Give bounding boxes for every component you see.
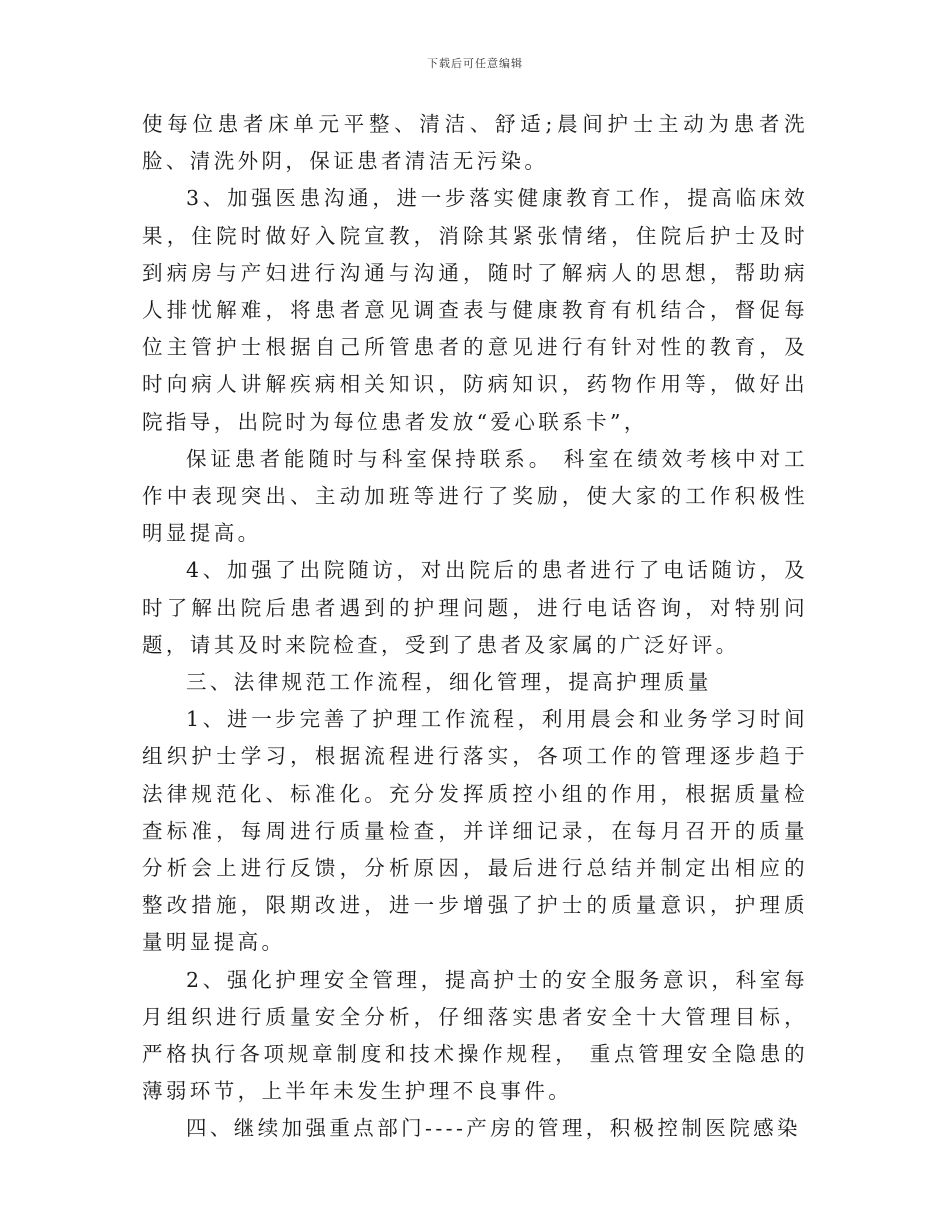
paragraph-item-2-safety: 2、强化护理安全管理，提高护士的安全服务意识，科室每月组织进行质量安全分析，仔细落实患者安全十大管理目标，严格执行各项规章制度和技术操作规程， 重点管理安全隐患的薄弱环节，上半年未发生护理不良事件。 <box>142 967 808 1104</box>
paragraph-item-4-follow-up: 4、加强了出院随访，对出院后的患者进行了电话随访，及时了解出院后患者遇到的护理问题，进行电话咨询，对特别问题，请其及时来院检查，受到了患者及家属的广泛好评。 <box>142 558 808 657</box>
section-heading-4: 四、继续加强重点部门----产房的管理，积极控制医院感染 <box>186 1116 801 1141</box>
section-heading-3: 三、法律规范工作流程，细化管理，提高护理质量 <box>186 670 712 695</box>
header-note: 下载后可任意编辑 <box>427 57 523 70</box>
paragraph-contact-and-rewards: 保证患者能随时与科室保持联系。 科室在绩效考核中对工作中表现突出、主动加班等进行了奖励，使大家的工作积极性明显提高。 <box>142 446 808 546</box>
paragraph-item-3-communication: 3、加强医患沟通，进一步落实健康教育工作，提高临床效果，住院时做好入院宣教，消除其紧张情绪，住院后护士及时到病房与产妇进行沟通与沟通，随时了解病人的思想，帮助病人排忧解难，将患者意见调查表与健康教育有机结合，督促每位主管护士根据自己所管患者的意见进行有针对性的教育，及时向病人讲解疾病相关知识，防病知识，药物作用等，做好出院指导，出院时为每位患者发放“爱心联系卡”， <box>142 186 808 434</box>
paragraph-continuation: 使每位患者床单元平整、清洁、舒适;晨间护士主动为患者洗脸、清洗外阴，保证患者清洁无污染。 <box>142 112 808 174</box>
document-body <box>142 106 808 1148</box>
paragraph-item-1-workflow: 1、进一步完善了护理工作流程，利用晨会和业务学习时间组织护士学习，根据流程进行落实，各项工作的管理逐步趋于法律规范化、标准化。充分发挥质控小组的作用，根据质量检查标准，每周进行质量检查，并详细记录，在每月召开的质量分析会上进行反馈，分析原因，最后进行总结并制定出相应的整改措施，限期改进，进一步增强了护士的质量意识，护理质量明显提高。 <box>142 707 808 955</box>
